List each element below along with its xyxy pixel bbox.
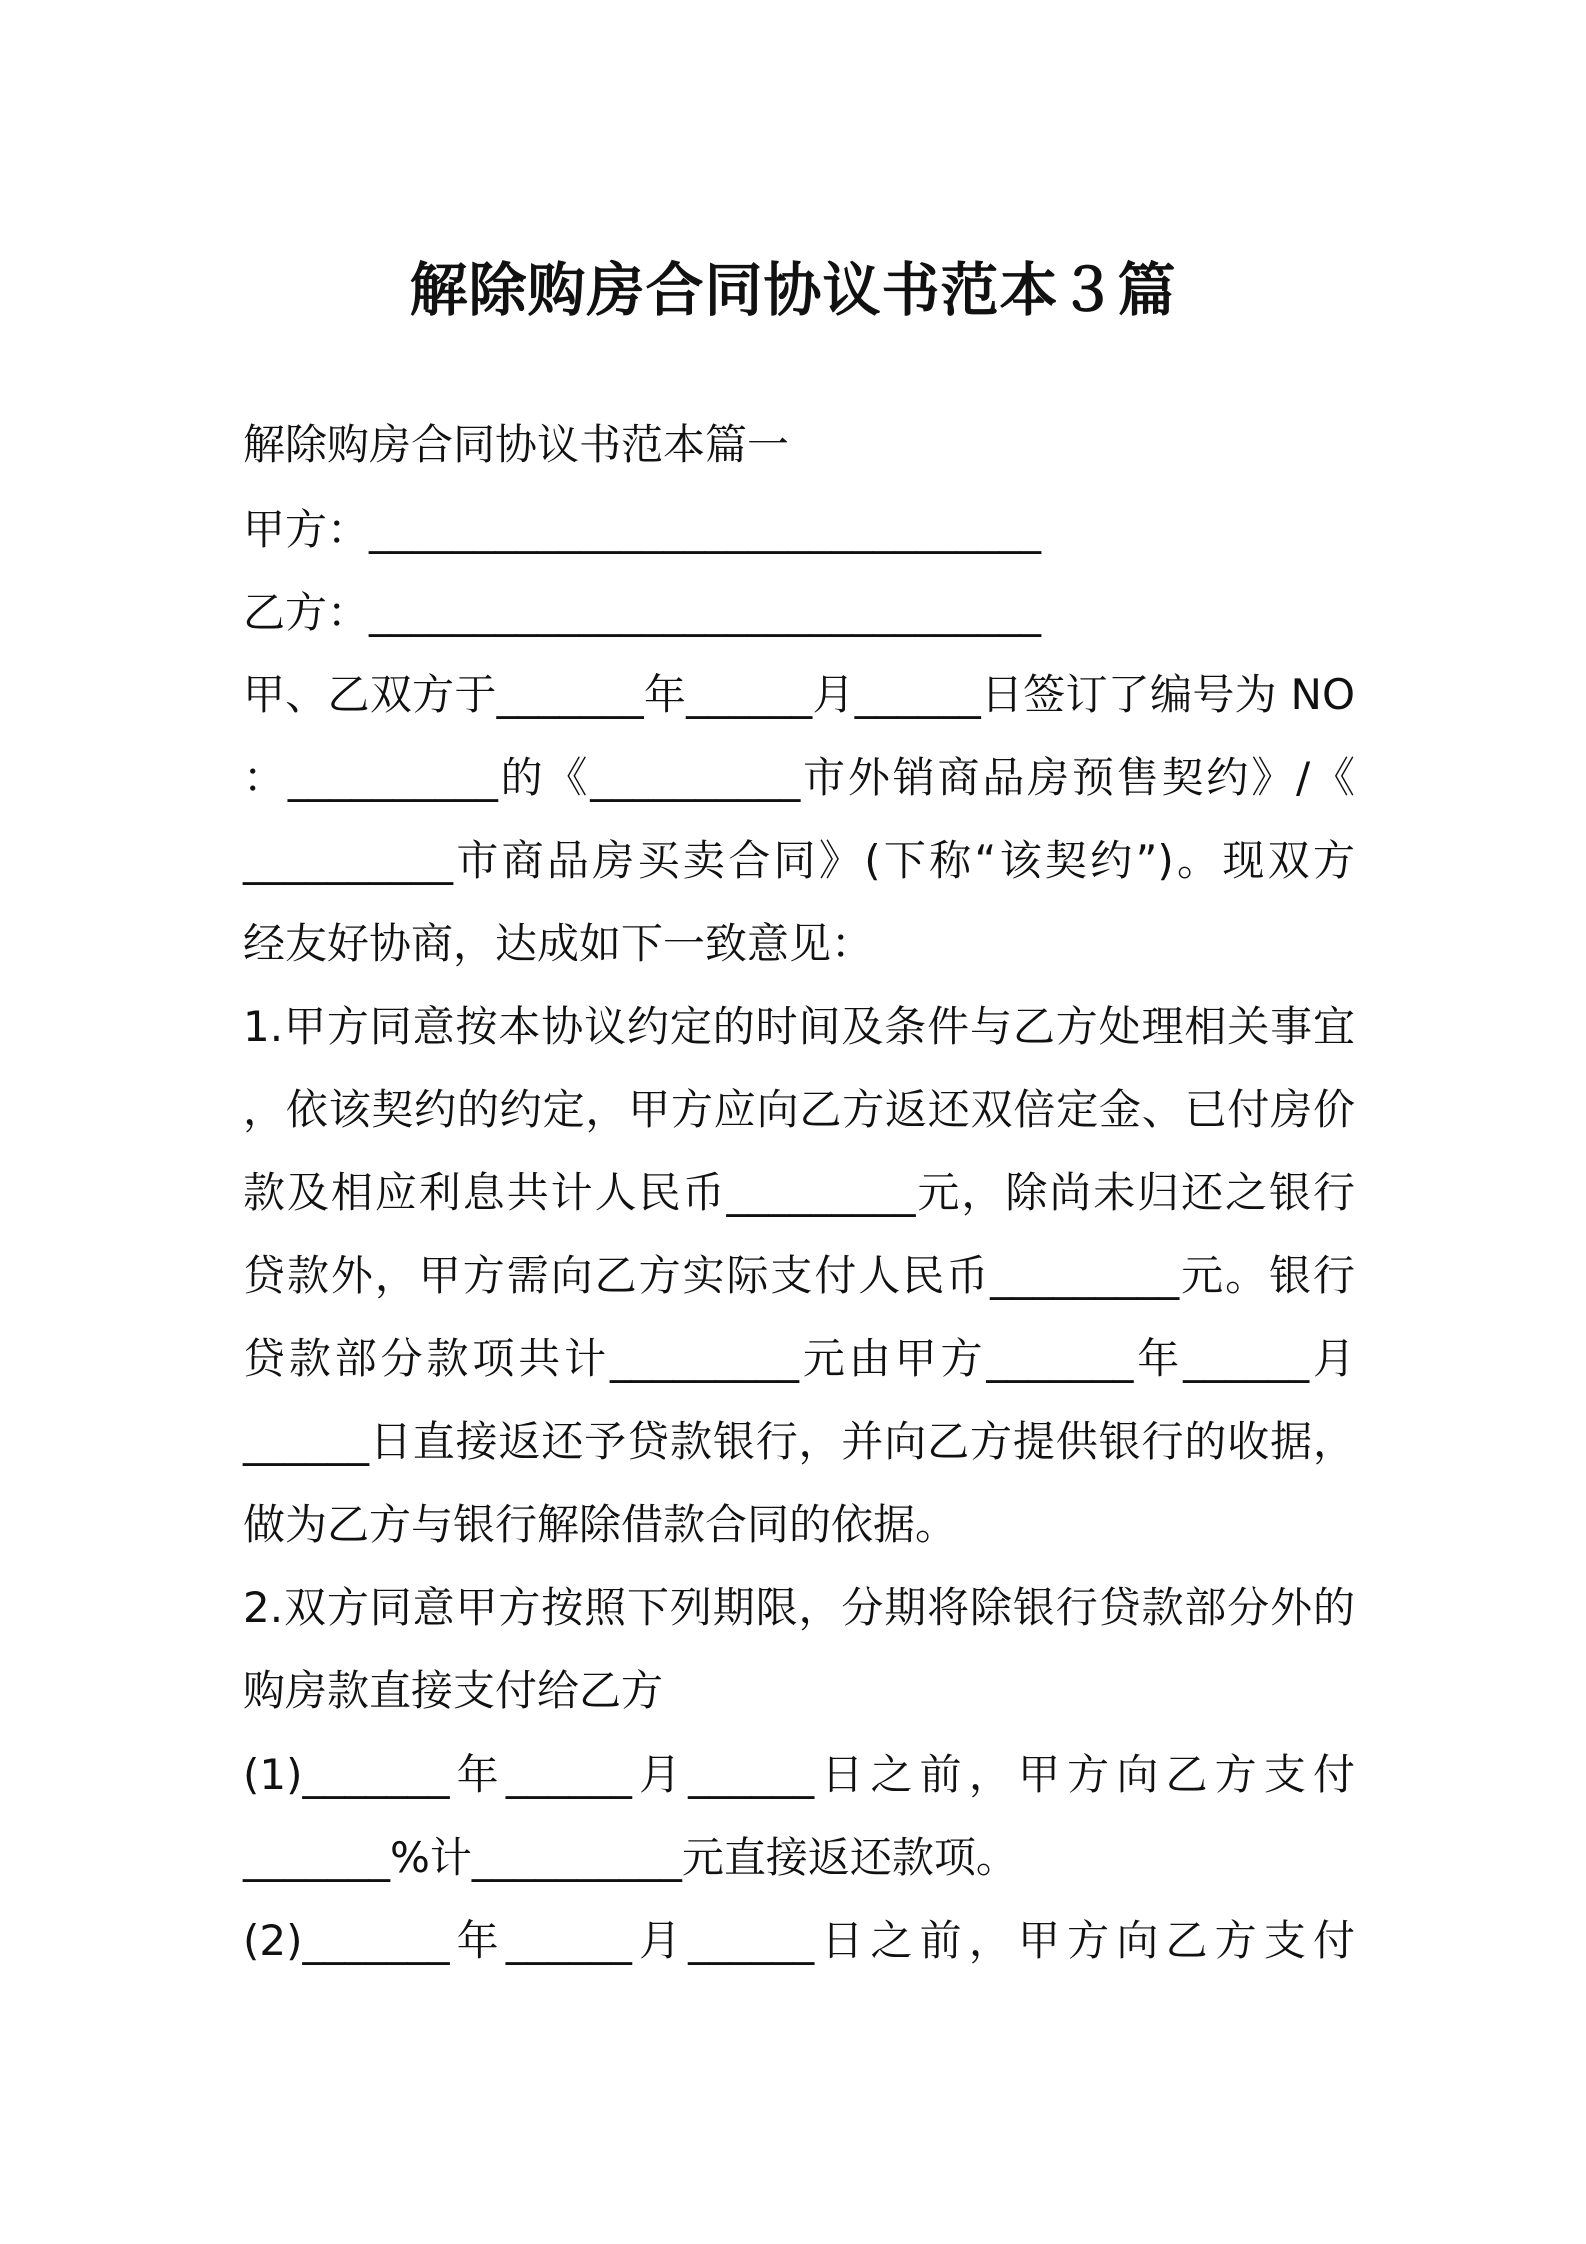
paragraph-line: 贷款外，甲方需向乙方实际支付人民币_________元。银行 <box>243 1251 1355 1300</box>
paragraph-line: 2.双方同意甲方按照下列期限，分期将除银行贷款部分外的 <box>243 1583 1355 1632</box>
paragraph-line: _______%计__________元直接返还款项。 <box>243 1833 1018 1882</box>
paragraph-line: __________市商品房买卖合同》(下称“该契约”)。现双方 <box>243 836 1355 885</box>
paragraph-line: 贷款部分款项共计_________元由甲方_______年______月 <box>243 1334 1355 1383</box>
paragraph-line: ：__________的《__________市外销商品房预售契约》/《 <box>243 753 1355 802</box>
paragraph-line: 款及相应利息共计人民币_________元，除尚未归还之银行 <box>243 1168 1355 1217</box>
paragraph-line: 做为乙方与银行解除借款合同的依据。 <box>243 1500 958 1549</box>
paragraph-line: 1.甲方同意按本协议约定的时间及条件与乙方处理相关事宜 <box>243 1002 1355 1051</box>
party-a-line: 甲方：________________________________ <box>243 505 1042 554</box>
section-heading: 解除购房合同协议书范本篇一 <box>243 420 790 469</box>
paragraph-line: ______日直接返还予贷款银行，并向乙方提供银行的收据， <box>243 1417 1355 1466</box>
paragraph-line: 经友好协商，达成如下一致意见： <box>243 919 874 968</box>
party-b-line: 乙方：________________________________ <box>243 588 1042 637</box>
document-title: 解除购房合同协议书范本３篇 <box>409 256 1177 324</box>
paragraph-line: ，依该契约的约定，甲方应向乙方返还双倍定金、已付房价 <box>243 1085 1355 1134</box>
paragraph-line: (1)_______年______月______日之前，甲方向乙方支付 <box>243 1750 1355 1799</box>
paragraph-line: 购房款直接支付给乙方 <box>243 1666 664 1715</box>
paragraph-line: 甲、乙双方于_______年______月______日签订了编号为 NO <box>243 670 1355 719</box>
paragraph-line: (2)_______年______月______日之前，甲方向乙方支付 <box>243 1916 1355 1965</box>
